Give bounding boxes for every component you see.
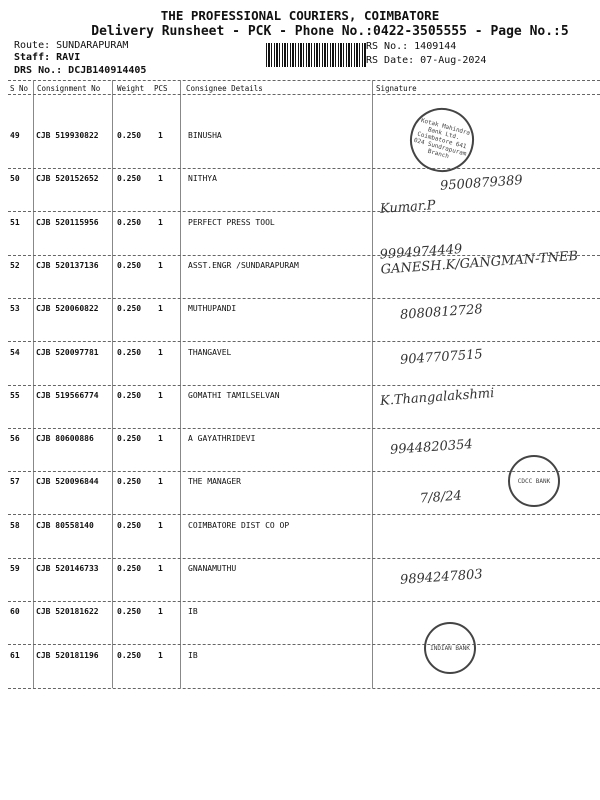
pieces: 1 [158, 434, 163, 444]
pieces: 1 [158, 650, 163, 660]
handwritten-signature: 9500879389 [439, 173, 524, 194]
row-divider [8, 385, 600, 386]
consignee-name: PERFECT PRESS TOOL [188, 217, 275, 227]
consignment-number: CJB 519930822 [36, 131, 99, 140]
handwritten-signature: 9894247803 [399, 567, 484, 588]
row-sno: 58 [10, 520, 20, 530]
row-sno: 50 [10, 174, 20, 184]
col-sno: S No [10, 84, 29, 93]
pieces: 1 [158, 131, 163, 140]
consignment-number: CJB 520181622 [36, 607, 99, 617]
pieces: 1 [158, 174, 163, 184]
row-divider [8, 601, 600, 602]
consignment-number: CJB 80600886 [36, 434, 94, 444]
row-sno: 60 [10, 607, 20, 617]
pieces: 1 [158, 390, 163, 400]
runsheet-subtitle: Delivery Runsheet - PCK - Phone No.:0422-3505555 - Page No.:5 [91, 24, 569, 39]
row-sno: 55 [10, 390, 20, 400]
pieces: 1 [158, 217, 163, 227]
rs-number: RS No.: 1409144 [366, 41, 457, 52]
row-divider [8, 558, 600, 559]
col-consignment: Consignment No [37, 84, 101, 93]
consignee-name: GNANAMUTHU [188, 564, 237, 573]
row-sno: 59 [10, 564, 20, 573]
barcode [266, 43, 366, 67]
row-sno: 52 [10, 260, 20, 270]
consignment-number: CJB 80558140 [36, 520, 94, 530]
drs-number: DRS No.: DCJB140914405 [14, 65, 147, 76]
consignment-number: CJB 520146733 [36, 564, 99, 573]
consignee-name: THANGAVEL [188, 347, 232, 357]
pieces: 1 [158, 304, 163, 314]
consignment-number: CJB 520152652 [36, 174, 99, 184]
consignee-name: BINUSHA [188, 131, 222, 140]
row-sno: 57 [10, 477, 20, 487]
row-divider [8, 644, 600, 645]
weight: 0.250 [117, 607, 142, 617]
row-sno: 56 [10, 434, 20, 444]
company-title: THE PROFESSIONAL COURIERS, COIMBATORE [160, 8, 440, 23]
row-sno: 53 [10, 304, 20, 314]
consignment-number: CJB 520096844 [36, 477, 99, 487]
divider [8, 94, 600, 95]
row-sno: 54 [10, 347, 20, 357]
row-divider [8, 514, 600, 515]
col-consignee: Consignee Details [186, 84, 263, 93]
weight: 0.250 [117, 131, 142, 140]
consignee-name: IB [188, 650, 198, 660]
bank-stamp: Kotak Mahindra Bank Ltd. Coimbatore 641 024 Sundrapuram Branch [403, 101, 481, 179]
pieces: 1 [158, 347, 163, 357]
pieces: 1 [158, 607, 163, 617]
row-sno: 51 [10, 217, 20, 227]
row-divider [8, 341, 600, 342]
row-divider [8, 168, 600, 169]
consignee-name: NITHYA [188, 174, 217, 184]
col-pcs: PCS [154, 84, 168, 93]
consignee-name: ASST.ENGR /SUNDARAPURAM [188, 260, 299, 270]
weight: 0.250 [117, 390, 142, 400]
pieces: 1 [158, 477, 163, 487]
weight: 0.250 [117, 260, 142, 270]
consignment-number: CJB 520060822 [36, 304, 99, 314]
consignee-name: COIMBATORE DIST CO OP [188, 520, 290, 530]
weight: 0.250 [117, 477, 142, 487]
consignment-number: CJB 519566774 [36, 390, 99, 400]
row-divider [8, 211, 600, 212]
weight: 0.250 [117, 520, 142, 530]
consignment-number: CJB 520115956 [36, 217, 99, 227]
consignee-name: MUTHUPANDI [188, 304, 237, 314]
row-sno: 49 [10, 131, 20, 140]
row-divider [8, 298, 600, 299]
weight: 0.250 [117, 174, 142, 184]
handwritten-signature: 9994974449 GANESH.K/GANGMAN-TNEB [379, 241, 579, 278]
handwritten-signature: Kumar.P [379, 198, 437, 217]
consignment-number: CJB 520097781 [36, 347, 99, 357]
row-divider [8, 428, 600, 429]
bank-stamp: CDCC BANK [508, 455, 560, 507]
consignee-name: THE MANAGER [188, 477, 241, 487]
consignment-number: CJB 520137136 [36, 260, 99, 270]
consignee-name: A GAYATHRIDEVI [188, 434, 256, 444]
pieces: 1 [158, 260, 163, 270]
weight: 0.250 [117, 217, 142, 227]
rs-date: RS Date: 07-Aug-2024 [366, 55, 487, 66]
staff: Staff: RAVI [14, 52, 81, 63]
col-weight: Weight [117, 84, 145, 93]
weight: 0.250 [117, 564, 142, 573]
pieces: 1 [158, 564, 163, 573]
row-sno: 61 [10, 650, 20, 660]
handwritten-signature: 9944820354 [389, 437, 474, 458]
weight: 0.250 [117, 347, 142, 357]
handwritten-signature: 9047707515 [399, 347, 484, 368]
consignee-name: GOMATHI TAMILSELVAN [188, 390, 280, 400]
weight: 0.250 [117, 650, 142, 660]
row-divider [8, 688, 600, 689]
weight: 0.250 [117, 304, 142, 314]
consignment-number: CJB 520181196 [36, 650, 99, 660]
col-signature: Signature [376, 84, 417, 93]
handwritten-signature: 8080812728 [399, 302, 484, 323]
handwritten-signature: K.Thangalakshmi [379, 386, 495, 409]
consignee-name: IB [188, 607, 198, 617]
pieces: 1 [158, 520, 163, 530]
handwritten-signature: 7/8/24 [419, 488, 463, 507]
bank-stamp: INDIAN BANK [424, 622, 476, 674]
route: Route: SUNDARAPURAM [14, 40, 129, 51]
divider [8, 80, 600, 81]
weight: 0.250 [117, 434, 142, 444]
